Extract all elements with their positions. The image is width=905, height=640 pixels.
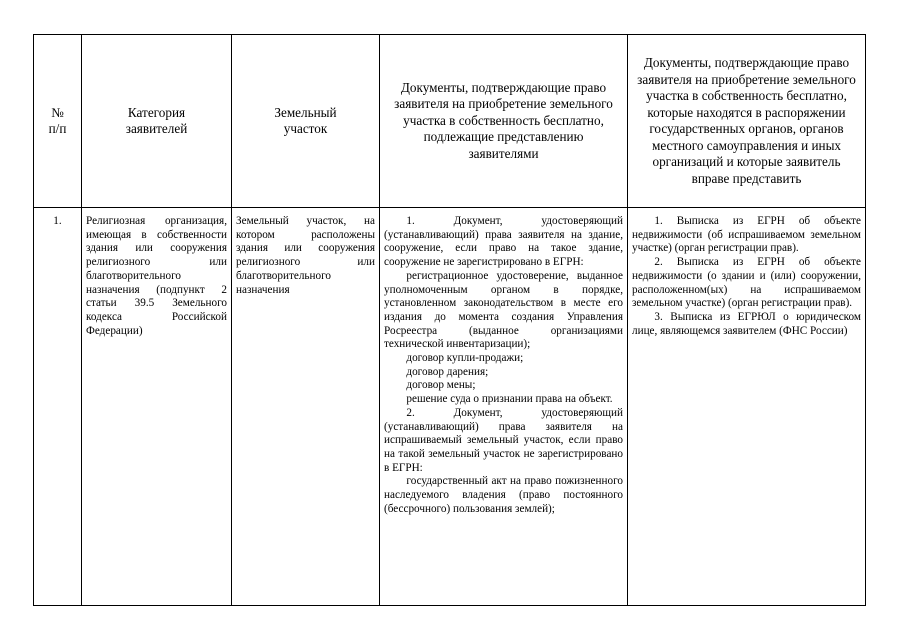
header-plot: Земельный участок [232, 35, 380, 208]
table-header [34, 35, 866, 208]
header-category: Категория заявителей [82, 35, 232, 208]
authority-doc-2: 2. Выписка из ЕГРН об объекте недвижимости (о здании и (или) сооружении, расположенном(ых) на испрашиваемом земельном участке) (орган регистрации прав). [632, 256, 861, 310]
applicant-doc-2-item: государственный акт на право пожизненного наследуемого владения (право постоянного (бессрочного) пользования землей); [384, 475, 623, 515]
table-row [34, 208, 866, 606]
cell-plot: Земельный участок, на котором расположены здания или сооружения религиозного или благотворительного назначения [232, 208, 380, 606]
authority-doc-3: 3. Выписка из ЕГРЮЛ о юридическом лице, являющемся заявителем (ФНС России) [632, 310, 861, 337]
cell-num: 1. [34, 208, 82, 606]
authority-doc-1: 1. Выписка из ЕГРН об объекте недвижимости (об испрашиваемом земельном участке) (орган регистрации прав). [632, 215, 861, 255]
cell-docs-applicant [380, 208, 628, 606]
cell-docs-authorities [628, 208, 866, 606]
applicant-doc-1: 1. Документ, удостоверяющий (устанавливающий) права заявителя на здание, сооружение, если право на такое здание, сооружение не зарегистрировано в ЕГРН: [384, 215, 623, 269]
header-num: № п/п [34, 35, 82, 208]
requirements-table [33, 34, 866, 606]
header-row [34, 35, 866, 208]
applicant-doc-1-item: регистрационное удостоверение, выданное уполномоченным органом в порядке, установленном законодательством в месте его издания до момента создания Управления Росреестра (выданное организациями технической инвентаризации); [384, 269, 623, 351]
applicant-doc-1-item: договор купли-продажи; [406, 352, 524, 365]
applicant-doc-2: 2. Документ, удостоверяющий (устанавливающий) права заявителя на испрашиваемый земельный участок, если право на такой земельный участок не зарегистрировано в ЕГРН: [384, 406, 623, 474]
header-docs-applicant: Документы, подтверждающие право заявителя на приобретение земельного участка в собственность бесплатно, подлежащие представлению заявителями [380, 35, 628, 208]
table-body [34, 208, 866, 606]
header-docs-authorities: Документы, подтверждающие право заявителя на приобретение земельного участка в собственность бесплатно, которые находятся в распоряжении государственных органов, органов местного самоуправления и иных организаций и которые заявитель вправе представить [628, 35, 866, 208]
cell-category: Религиозная организация, имеющая в собственности здания или сооружения религиозного или благотворительного назначения (подпункт 2 статьи 39.5 Земельного кодекса Российской Федерации) [82, 208, 232, 606]
applicant-doc-1-item: решение суда о признании права на объект. [406, 393, 613, 406]
applicant-doc-1-item: договор мены; [406, 379, 476, 392]
applicant-doc-1-item: договор дарения; [406, 365, 489, 378]
